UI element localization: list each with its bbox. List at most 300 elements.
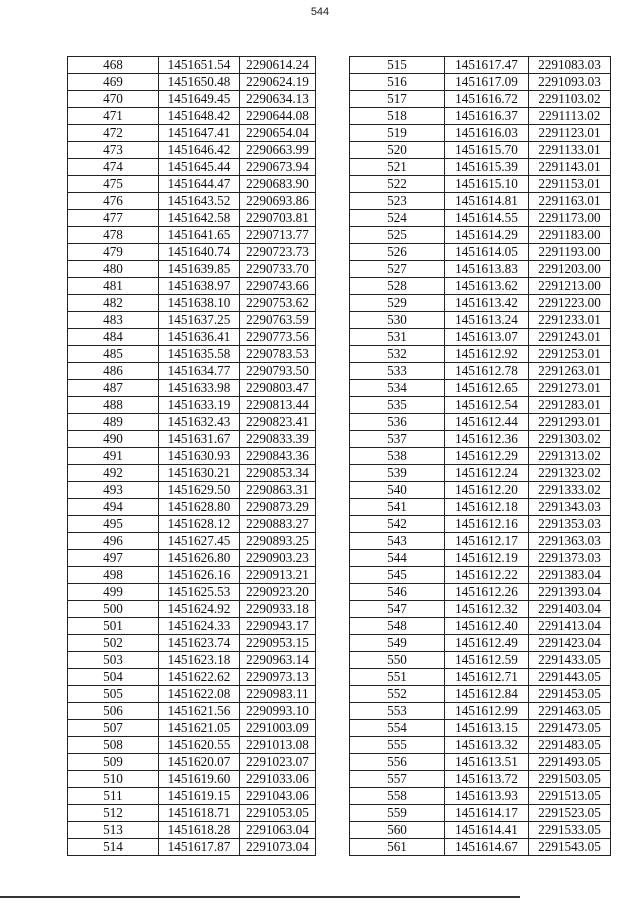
y-coordinate-cell: 2291003.09 — [240, 720, 316, 737]
x-coordinate-cell: 1451613.93 — [445, 788, 529, 805]
table-row — [68, 91, 316, 108]
point-number-cell: 477 — [68, 210, 159, 227]
point-number-cell: 549 — [350, 635, 445, 652]
y-coordinate-cell: 2291323.02 — [529, 465, 611, 482]
x-coordinate-cell: 1451631.67 — [159, 431, 240, 448]
x-coordinate-cell: 1451612.16 — [445, 516, 529, 533]
y-coordinate-cell: 2291463.05 — [529, 703, 611, 720]
point-number-cell: 559 — [350, 805, 445, 822]
table-row — [68, 397, 316, 414]
table-row — [350, 618, 611, 635]
y-coordinate-cell: 2290713.77 — [240, 227, 316, 244]
point-number-cell: 545 — [350, 567, 445, 584]
point-number-cell: 553 — [350, 703, 445, 720]
point-number-cell: 481 — [68, 278, 159, 295]
table-row — [68, 805, 316, 822]
table-row — [68, 550, 316, 567]
y-coordinate-cell: 2290923.20 — [240, 584, 316, 601]
y-coordinate-cell: 2291333.02 — [529, 482, 611, 499]
y-coordinate-cell: 2291313.02 — [529, 448, 611, 465]
x-coordinate-cell: 1451624.92 — [159, 601, 240, 618]
y-coordinate-cell: 2290993.10 — [240, 703, 316, 720]
table-row — [68, 567, 316, 584]
point-number-cell: 547 — [350, 601, 445, 618]
x-coordinate-cell: 1451625.53 — [159, 584, 240, 601]
x-coordinate-cell: 1451612.99 — [445, 703, 529, 720]
x-coordinate-cell: 1451613.42 — [445, 295, 529, 312]
x-coordinate-cell: 1451645.44 — [159, 159, 240, 176]
table-row — [350, 159, 611, 176]
y-coordinate-cell: 2291433.05 — [529, 652, 611, 669]
table-row — [350, 652, 611, 669]
point-number-cell: 487 — [68, 380, 159, 397]
point-number-cell: 525 — [350, 227, 445, 244]
point-number-cell: 480 — [68, 261, 159, 278]
y-coordinate-cell: 2291043.06 — [240, 788, 316, 805]
point-number-cell: 554 — [350, 720, 445, 737]
y-coordinate-cell: 2291533.05 — [529, 822, 611, 839]
page-number: 544 — [310, 6, 330, 18]
y-coordinate-cell: 2291203.00 — [529, 261, 611, 278]
y-coordinate-cell: 2291013.08 — [240, 737, 316, 754]
table-row — [68, 312, 316, 329]
x-coordinate-cell: 1451637.25 — [159, 312, 240, 329]
y-coordinate-cell: 2290963.14 — [240, 652, 316, 669]
y-coordinate-cell: 2291303.02 — [529, 431, 611, 448]
table-row — [68, 737, 316, 754]
x-coordinate-cell: 1451613.72 — [445, 771, 529, 788]
x-coordinate-cell: 1451612.78 — [445, 363, 529, 380]
table-row — [68, 584, 316, 601]
table-row — [350, 295, 611, 312]
table-row — [68, 74, 316, 91]
table-row — [68, 159, 316, 176]
y-coordinate-cell: 2291193.00 — [529, 244, 611, 261]
point-number-cell: 513 — [68, 822, 159, 839]
y-coordinate-cell: 2291403.04 — [529, 601, 611, 618]
table-row — [350, 125, 611, 142]
y-coordinate-cell: 2290654.04 — [240, 125, 316, 142]
point-number-cell: 512 — [68, 805, 159, 822]
x-coordinate-cell: 1451650.48 — [159, 74, 240, 91]
x-coordinate-cell: 1451626.80 — [159, 550, 240, 567]
point-number-cell: 550 — [350, 652, 445, 669]
table-row — [68, 210, 316, 227]
table-row — [350, 329, 611, 346]
table-row — [68, 720, 316, 737]
y-coordinate-cell: 2290853.34 — [240, 465, 316, 482]
y-coordinate-cell: 2291473.05 — [529, 720, 611, 737]
y-coordinate-cell: 2291423.04 — [529, 635, 611, 652]
y-coordinate-cell: 2291523.05 — [529, 805, 611, 822]
table-row — [350, 550, 611, 567]
x-coordinate-cell: 1451616.03 — [445, 125, 529, 142]
y-coordinate-cell: 2290733.70 — [240, 261, 316, 278]
point-number-cell: 523 — [350, 193, 445, 210]
table-row — [68, 754, 316, 771]
table-row — [68, 516, 316, 533]
y-coordinate-cell: 2290673.94 — [240, 159, 316, 176]
table-row — [68, 278, 316, 295]
table-row — [68, 329, 316, 346]
point-number-cell: 498 — [68, 567, 159, 584]
y-coordinate-cell: 2290913.21 — [240, 567, 316, 584]
x-coordinate-cell: 1451612.54 — [445, 397, 529, 414]
point-number-cell: 499 — [68, 584, 159, 601]
point-number-cell: 491 — [68, 448, 159, 465]
table-row — [350, 584, 611, 601]
x-coordinate-cell: 1451623.74 — [159, 635, 240, 652]
table-row — [68, 788, 316, 805]
y-coordinate-cell: 2291113.02 — [529, 108, 611, 125]
point-number-cell: 557 — [350, 771, 445, 788]
point-number-cell: 556 — [350, 754, 445, 771]
point-number-cell: 500 — [68, 601, 159, 618]
y-coordinate-cell: 2290753.62 — [240, 295, 316, 312]
point-number-cell: 517 — [350, 91, 445, 108]
x-coordinate-cell: 1451620.07 — [159, 754, 240, 771]
x-coordinate-cell: 1451616.37 — [445, 108, 529, 125]
x-coordinate-cell: 1451612.92 — [445, 346, 529, 363]
y-coordinate-cell: 2291233.01 — [529, 312, 611, 329]
table-row — [350, 431, 611, 448]
x-coordinate-cell: 1451630.93 — [159, 448, 240, 465]
x-coordinate-cell: 1451612.65 — [445, 380, 529, 397]
y-coordinate-cell: 2291073.04 — [240, 839, 316, 856]
point-number-cell: 528 — [350, 278, 445, 295]
x-coordinate-cell: 1451615.39 — [445, 159, 529, 176]
point-number-cell: 470 — [68, 91, 159, 108]
x-coordinate-cell: 1451612.22 — [445, 567, 529, 584]
table-row — [350, 363, 611, 380]
x-coordinate-cell: 1451648.42 — [159, 108, 240, 125]
y-coordinate-cell: 2290663.99 — [240, 142, 316, 159]
point-number-cell: 522 — [350, 176, 445, 193]
table-row — [350, 261, 611, 278]
y-coordinate-cell: 2291413.04 — [529, 618, 611, 635]
point-number-cell: 530 — [350, 312, 445, 329]
point-number-cell: 469 — [68, 74, 159, 91]
table-row — [350, 516, 611, 533]
x-coordinate-cell: 1451612.44 — [445, 414, 529, 431]
y-coordinate-cell: 2291223.00 — [529, 295, 611, 312]
x-coordinate-cell: 1451628.12 — [159, 516, 240, 533]
table-row — [68, 703, 316, 720]
x-coordinate-cell: 1451615.10 — [445, 176, 529, 193]
point-number-cell: 478 — [68, 227, 159, 244]
table-row — [68, 295, 316, 312]
table-row — [350, 244, 611, 261]
x-coordinate-cell: 1451612.84 — [445, 686, 529, 703]
y-coordinate-cell: 2291183.00 — [529, 227, 611, 244]
y-coordinate-cell: 2291483.05 — [529, 737, 611, 754]
y-coordinate-cell: 2291103.02 — [529, 91, 611, 108]
point-number-cell: 484 — [68, 329, 159, 346]
table-row — [68, 261, 316, 278]
bottom-rule — [0, 896, 520, 898]
point-number-cell: 548 — [350, 618, 445, 635]
table-row — [350, 193, 611, 210]
y-coordinate-cell: 2290953.15 — [240, 635, 316, 652]
x-coordinate-cell: 1451644.47 — [159, 176, 240, 193]
point-number-cell: 534 — [350, 380, 445, 397]
table-row — [350, 91, 611, 108]
x-coordinate-cell: 1451616.72 — [445, 91, 529, 108]
table-row — [350, 635, 611, 652]
x-coordinate-cell: 1451614.05 — [445, 244, 529, 261]
table-row — [350, 227, 611, 244]
point-number-cell: 551 — [350, 669, 445, 686]
y-coordinate-cell: 2291373.03 — [529, 550, 611, 567]
point-number-cell: 561 — [350, 839, 445, 856]
point-number-cell: 492 — [68, 465, 159, 482]
x-coordinate-cell: 1451639.85 — [159, 261, 240, 278]
y-coordinate-cell: 2291283.01 — [529, 397, 611, 414]
point-number-cell: 552 — [350, 686, 445, 703]
point-number-cell: 479 — [68, 244, 159, 261]
table-row — [68, 244, 316, 261]
table-row — [68, 227, 316, 244]
x-coordinate-cell: 1451614.29 — [445, 227, 529, 244]
y-coordinate-cell: 2291243.01 — [529, 329, 611, 346]
point-number-cell: 490 — [68, 431, 159, 448]
table-row — [350, 567, 611, 584]
point-number-cell: 493 — [68, 482, 159, 499]
x-coordinate-cell: 1451617.87 — [159, 839, 240, 856]
point-number-cell: 489 — [68, 414, 159, 431]
point-number-cell: 555 — [350, 737, 445, 754]
table-row — [350, 771, 611, 788]
table-row — [68, 652, 316, 669]
x-coordinate-cell: 1451633.19 — [159, 397, 240, 414]
y-coordinate-cell: 2290863.31 — [240, 482, 316, 499]
point-number-cell: 516 — [350, 74, 445, 91]
y-coordinate-cell: 2291453.05 — [529, 686, 611, 703]
table-row — [68, 414, 316, 431]
y-coordinate-cell: 2290903.23 — [240, 550, 316, 567]
table-row — [350, 499, 611, 516]
table-row — [350, 465, 611, 482]
x-coordinate-cell: 1451612.40 — [445, 618, 529, 635]
x-coordinate-cell: 1451617.09 — [445, 74, 529, 91]
table-row — [68, 57, 316, 74]
y-coordinate-cell: 2290983.11 — [240, 686, 316, 703]
y-coordinate-cell: 2291513.05 — [529, 788, 611, 805]
x-coordinate-cell: 1451615.70 — [445, 142, 529, 159]
table-row — [68, 431, 316, 448]
table-row — [68, 142, 316, 159]
table-row — [350, 278, 611, 295]
y-coordinate-cell: 2291503.05 — [529, 771, 611, 788]
x-coordinate-cell: 1451646.42 — [159, 142, 240, 159]
table-row — [68, 448, 316, 465]
point-number-cell: 476 — [68, 193, 159, 210]
x-coordinate-cell: 1451613.32 — [445, 737, 529, 754]
point-number-cell: 518 — [350, 108, 445, 125]
y-coordinate-cell: 2290763.59 — [240, 312, 316, 329]
table-row — [68, 618, 316, 635]
x-coordinate-cell: 1451612.20 — [445, 482, 529, 499]
y-coordinate-cell: 2291153.01 — [529, 176, 611, 193]
y-coordinate-cell: 2291383.04 — [529, 567, 611, 584]
point-number-cell: 507 — [68, 720, 159, 737]
point-number-cell: 526 — [350, 244, 445, 261]
y-coordinate-cell: 2290933.18 — [240, 601, 316, 618]
table-row — [350, 74, 611, 91]
y-coordinate-cell: 2291543.05 — [529, 839, 611, 856]
table-row — [350, 822, 611, 839]
point-number-cell: 502 — [68, 635, 159, 652]
y-coordinate-cell: 2291123.01 — [529, 125, 611, 142]
y-coordinate-cell: 2291273.01 — [529, 380, 611, 397]
y-coordinate-cell: 2291293.01 — [529, 414, 611, 431]
y-coordinate-cell: 2290624.19 — [240, 74, 316, 91]
y-coordinate-cell: 2290783.53 — [240, 346, 316, 363]
y-coordinate-cell: 2291063.04 — [240, 822, 316, 839]
y-coordinate-cell: 2291053.05 — [240, 805, 316, 822]
x-coordinate-cell: 1451643.52 — [159, 193, 240, 210]
table-row — [350, 57, 611, 74]
y-coordinate-cell: 2290943.17 — [240, 618, 316, 635]
x-coordinate-cell: 1451632.43 — [159, 414, 240, 431]
point-number-cell: 497 — [68, 550, 159, 567]
point-number-cell: 540 — [350, 482, 445, 499]
table-row — [350, 839, 611, 856]
x-coordinate-cell: 1451612.49 — [445, 635, 529, 652]
point-number-cell: 509 — [68, 754, 159, 771]
table-row — [68, 380, 316, 397]
point-number-cell: 520 — [350, 142, 445, 159]
point-number-cell: 511 — [68, 788, 159, 805]
coordinate-table-left — [67, 56, 316, 856]
y-coordinate-cell: 2290703.81 — [240, 210, 316, 227]
table-row — [68, 465, 316, 482]
y-coordinate-cell: 2291133.01 — [529, 142, 611, 159]
table-row — [350, 482, 611, 499]
point-number-cell: 536 — [350, 414, 445, 431]
point-number-cell: 527 — [350, 261, 445, 278]
x-coordinate-cell: 1451628.80 — [159, 499, 240, 516]
table-row — [68, 108, 316, 125]
x-coordinate-cell: 1451626.16 — [159, 567, 240, 584]
y-coordinate-cell: 2290803.47 — [240, 380, 316, 397]
x-coordinate-cell: 1451614.67 — [445, 839, 529, 856]
x-coordinate-cell: 1451613.15 — [445, 720, 529, 737]
table-row — [350, 737, 611, 754]
y-coordinate-cell: 2291343.03 — [529, 499, 611, 516]
table-row — [350, 788, 611, 805]
point-number-cell: 472 — [68, 125, 159, 142]
table-row — [350, 669, 611, 686]
y-coordinate-cell: 2290813.44 — [240, 397, 316, 414]
y-coordinate-cell: 2291393.04 — [529, 584, 611, 601]
coordinate-table-right — [349, 56, 611, 856]
point-number-cell: 539 — [350, 465, 445, 482]
point-number-cell: 483 — [68, 312, 159, 329]
y-coordinate-cell: 2291363.03 — [529, 533, 611, 550]
table-row — [350, 754, 611, 771]
table-row — [68, 533, 316, 550]
y-coordinate-cell: 2291443.05 — [529, 669, 611, 686]
y-coordinate-cell: 2290723.73 — [240, 244, 316, 261]
point-number-cell: 475 — [68, 176, 159, 193]
y-coordinate-cell: 2291173.00 — [529, 210, 611, 227]
y-coordinate-cell: 2290644.08 — [240, 108, 316, 125]
x-coordinate-cell: 1451612.24 — [445, 465, 529, 482]
x-coordinate-cell: 1451614.55 — [445, 210, 529, 227]
x-coordinate-cell: 1451621.56 — [159, 703, 240, 720]
x-coordinate-cell: 1451614.81 — [445, 193, 529, 210]
x-coordinate-cell: 1451617.47 — [445, 57, 529, 74]
y-coordinate-cell: 2291093.03 — [529, 74, 611, 91]
y-coordinate-cell: 2291033.06 — [240, 771, 316, 788]
table-row — [350, 533, 611, 550]
y-coordinate-cell: 2290793.50 — [240, 363, 316, 380]
point-number-cell: 508 — [68, 737, 159, 754]
x-coordinate-cell: 1451613.07 — [445, 329, 529, 346]
y-coordinate-cell: 2291253.01 — [529, 346, 611, 363]
x-coordinate-cell: 1451612.18 — [445, 499, 529, 516]
x-coordinate-cell: 1451614.41 — [445, 822, 529, 839]
table-row — [350, 720, 611, 737]
x-coordinate-cell: 1451622.62 — [159, 669, 240, 686]
table-row — [68, 669, 316, 686]
x-coordinate-cell: 1451629.50 — [159, 482, 240, 499]
point-number-cell: 468 — [68, 57, 159, 74]
y-coordinate-cell: 2291213.00 — [529, 278, 611, 295]
point-number-cell: 524 — [350, 210, 445, 227]
x-coordinate-cell: 1451624.33 — [159, 618, 240, 635]
point-number-cell: 504 — [68, 669, 159, 686]
y-coordinate-cell: 2291163.01 — [529, 193, 611, 210]
table-row — [68, 822, 316, 839]
y-coordinate-cell: 2291353.03 — [529, 516, 611, 533]
x-coordinate-cell: 1451618.71 — [159, 805, 240, 822]
x-coordinate-cell: 1451620.55 — [159, 737, 240, 754]
point-number-cell: 532 — [350, 346, 445, 363]
x-coordinate-cell: 1451636.41 — [159, 329, 240, 346]
table-row — [350, 414, 611, 431]
table-row — [68, 771, 316, 788]
table-row — [350, 380, 611, 397]
table-row — [68, 125, 316, 142]
x-coordinate-cell: 1451622.08 — [159, 686, 240, 703]
y-coordinate-cell: 2290823.41 — [240, 414, 316, 431]
table-row — [350, 601, 611, 618]
point-number-cell: 505 — [68, 686, 159, 703]
point-number-cell: 494 — [68, 499, 159, 516]
y-coordinate-cell: 2291023.07 — [240, 754, 316, 771]
y-coordinate-cell: 2290614.24 — [240, 57, 316, 74]
x-coordinate-cell: 1451647.41 — [159, 125, 240, 142]
point-number-cell: 558 — [350, 788, 445, 805]
x-coordinate-cell: 1451623.18 — [159, 652, 240, 669]
x-coordinate-cell: 1451612.29 — [445, 448, 529, 465]
point-number-cell: 538 — [350, 448, 445, 465]
x-coordinate-cell: 1451633.98 — [159, 380, 240, 397]
table-row — [350, 312, 611, 329]
y-coordinate-cell: 2291083.03 — [529, 57, 611, 74]
y-coordinate-cell: 2291143.01 — [529, 159, 611, 176]
point-number-cell: 529 — [350, 295, 445, 312]
point-number-cell: 533 — [350, 363, 445, 380]
x-coordinate-cell: 1451627.45 — [159, 533, 240, 550]
point-number-cell: 473 — [68, 142, 159, 159]
point-number-cell: 510 — [68, 771, 159, 788]
point-number-cell: 537 — [350, 431, 445, 448]
x-coordinate-cell: 1451634.77 — [159, 363, 240, 380]
x-coordinate-cell: 1451618.28 — [159, 822, 240, 839]
